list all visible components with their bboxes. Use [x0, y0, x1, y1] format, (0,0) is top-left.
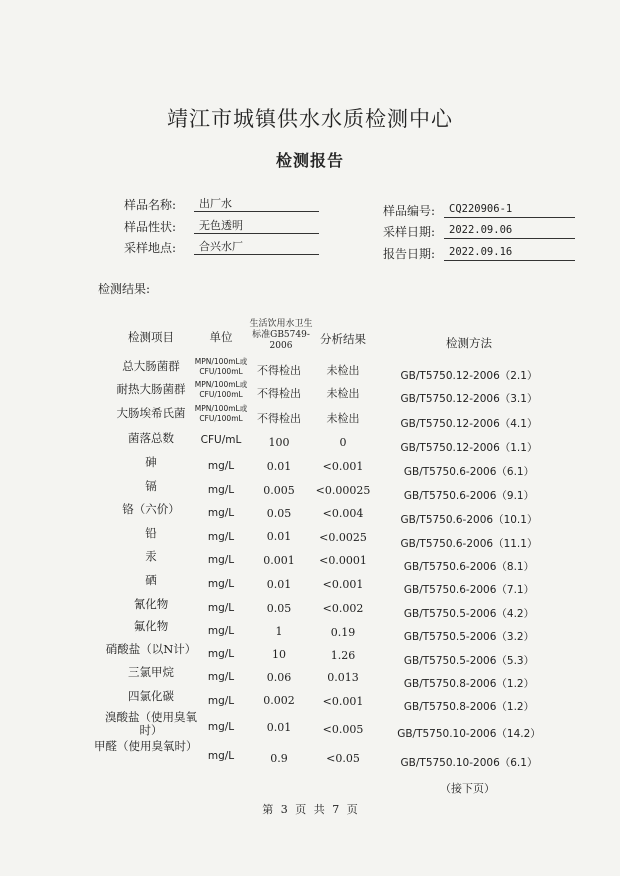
unit-cell: mg/L	[207, 484, 235, 496]
item-cell: 砷	[145, 455, 157, 469]
header-item: 检测项目	[128, 330, 174, 344]
result-cell: 未检出	[326, 364, 360, 377]
standard-cell: 不得检出	[257, 387, 301, 400]
table-row	[0, 526, 620, 550]
table-row	[0, 689, 620, 713]
result-cell: <0.001	[322, 578, 364, 591]
sample-id-label: 样品编号:	[383, 204, 436, 218]
unit-cell: CFU/mL	[200, 434, 242, 446]
results-label: 检测结果:	[98, 282, 151, 296]
table-row	[0, 711, 620, 741]
report-title: 检测报告	[275, 151, 344, 170]
item-cell: 汞	[145, 549, 157, 563]
standard-cell: 10	[272, 648, 286, 661]
unit-cell: mg/L	[207, 648, 235, 660]
table-row	[0, 740, 620, 770]
page-footer: 第 3 页 共 7 页	[262, 803, 358, 816]
header-standard: 生活饮用水卫生标准GB5749-2006	[249, 319, 313, 351]
method-cell: GB/T5750.6-2006（6.1）	[403, 466, 535, 478]
unit-cell: mg/L	[207, 625, 235, 637]
report-date-value: 2022.09.16	[444, 245, 575, 261]
table-row	[0, 549, 620, 573]
sample-date-label: 采样日期:	[383, 225, 436, 239]
item-cell: 铬（六价）	[122, 502, 180, 516]
sample-name-label: 样品名称:	[124, 198, 177, 212]
continued-note: （接下页）	[440, 782, 495, 795]
standard-cell: 0.01	[266, 530, 292, 543]
table-row	[0, 665, 620, 690]
method-cell: GB/T5750.10-2006（6.1）	[400, 757, 538, 769]
result-cell: 未检出	[326, 387, 360, 400]
method-cell: GB/T5750.5-2006（3.2）	[403, 631, 535, 643]
item-cell: 菌落总数	[128, 431, 174, 445]
method-cell: GB/T5750.12-2006（1.1）	[400, 442, 538, 454]
result-cell: <0.00025	[315, 484, 371, 497]
unit-cell: mg/L	[207, 602, 235, 614]
header-method: 检测方法	[446, 336, 492, 350]
table-row	[0, 573, 620, 596]
unit-cell: MPN/100mL或CFU/100mL	[194, 357, 248, 376]
item-cell: 总大肠菌群	[122, 359, 180, 373]
method-cell: GB/T5750.12-2006（2.1）	[400, 370, 538, 382]
result-cell: <0.05	[326, 752, 360, 765]
table-row	[0, 619, 620, 643]
standard-cell: 不得检出	[257, 364, 301, 377]
sample-date-value: 2022.09.06	[444, 223, 575, 239]
table-row	[0, 642, 620, 667]
standard-cell: 0.01	[266, 721, 292, 734]
result-cell: 0.013	[327, 671, 359, 684]
method-cell: GB/T5750.6-2006（8.1）	[403, 561, 535, 573]
standard-cell: 0.05	[266, 602, 292, 615]
sample-location-value: 合兴水厂	[194, 239, 319, 255]
method-cell: GB/T5750.6-2006（7.1）	[403, 584, 535, 596]
result-cell: <0.001	[322, 460, 364, 473]
table-row	[0, 597, 620, 620]
item-cell: 三氯甲烷	[128, 665, 174, 679]
method-cell: GB/T5750.12-2006（4.1）	[400, 418, 538, 430]
unit-cell: mg/L	[207, 554, 235, 566]
table-row	[0, 404, 620, 430]
standard-cell: 0.001	[263, 554, 295, 567]
result-cell: <0.0001	[319, 554, 367, 567]
method-cell: GB/T5750.5-2006（5.3）	[403, 655, 535, 667]
table-row	[0, 455, 620, 478]
method-cell: GB/T5750.8-2006（1.2）	[403, 701, 535, 713]
unit-cell: mg/L	[207, 531, 235, 543]
item-cell: 耐热大肠菌群	[116, 382, 186, 396]
item-cell: 氟化物	[133, 619, 169, 633]
sample-nature-value: 无色透明	[194, 218, 319, 234]
unit-cell: MPN/100mL或CFU/100mL	[194, 404, 248, 423]
item-cell: 大肠埃希氏菌	[116, 406, 186, 420]
item-cell: 溴酸盐（使用臭氧时）	[105, 710, 197, 737]
result-cell: <0.002	[322, 602, 364, 615]
header-result: 分析结果	[320, 332, 366, 346]
header-unit: 单位	[209, 330, 233, 344]
method-cell: GB/T5750.6-2006（10.1）	[400, 514, 538, 526]
unit-cell: mg/L	[207, 695, 235, 707]
unit-cell: mg/L	[207, 460, 235, 472]
result-cell: 未检出	[326, 412, 360, 425]
result-cell: 1.26	[330, 649, 356, 662]
standard-cell: 0.01	[266, 460, 292, 473]
standard-cell: 0.05	[266, 507, 292, 520]
unit-cell: mg/L	[207, 671, 235, 683]
table-row	[0, 357, 620, 382]
unit-cell: mg/L	[207, 750, 235, 762]
item-cell: 氰化物	[133, 597, 169, 611]
sample-name-value: 出厂水	[194, 196, 319, 212]
unit-cell: mg/L	[207, 578, 235, 590]
unit-cell: mg/L	[207, 721, 235, 733]
sample-location-label: 采样地点:	[124, 241, 177, 255]
item-cell: 四氯化碳	[128, 689, 174, 703]
item-cell: 硝酸盐（以N计）	[105, 642, 197, 656]
sample-id-value: CQ220906-1	[444, 202, 575, 218]
standard-cell: 0.06	[266, 671, 292, 684]
standard-cell: 1	[275, 625, 283, 638]
item-cell: 硒	[145, 573, 157, 587]
standard-cell: 0.9	[270, 752, 288, 765]
standard-cell: 不得检出	[257, 412, 301, 425]
method-cell: GB/T5750.12-2006（3.1）	[400, 393, 538, 405]
table-row	[0, 502, 620, 526]
method-cell: GB/T5750.8-2006（1.2）	[403, 678, 535, 690]
result-cell: 0.19	[330, 626, 356, 639]
standard-cell: 100	[268, 436, 290, 449]
method-cell: GB/T5750.10-2006（14.2）	[397, 728, 541, 740]
result-cell: <0.005	[322, 723, 364, 736]
item-cell: 甲醛（使用臭氧时）	[94, 739, 198, 753]
method-cell: GB/T5750.5-2006（4.2）	[403, 608, 535, 620]
item-cell: 镉	[145, 479, 157, 493]
org-title: 靖江市城镇供水水质检测中心	[167, 107, 453, 131]
result-cell: <0.001	[322, 695, 364, 708]
result-cell: 0	[339, 436, 347, 449]
result-cell: <0.004	[322, 507, 364, 520]
table-row	[0, 479, 620, 502]
standard-cell: 0.005	[263, 484, 295, 497]
table-row	[0, 380, 620, 405]
item-cell: 铅	[145, 526, 157, 540]
method-cell: GB/T5750.6-2006（11.1）	[400, 538, 538, 550]
sample-nature-label: 样品性状:	[124, 220, 177, 234]
standard-cell: 0.01	[266, 578, 292, 591]
standard-cell: 0.002	[263, 694, 295, 707]
unit-cell: mg/L	[207, 507, 235, 519]
result-cell: <0.0025	[319, 531, 367, 544]
unit-cell: MPN/100mL或CFU/100mL	[194, 380, 248, 399]
report-date-label: 报告日期:	[383, 247, 436, 261]
table-row	[0, 431, 620, 454]
method-cell: GB/T5750.6-2006（9.1）	[403, 490, 535, 502]
